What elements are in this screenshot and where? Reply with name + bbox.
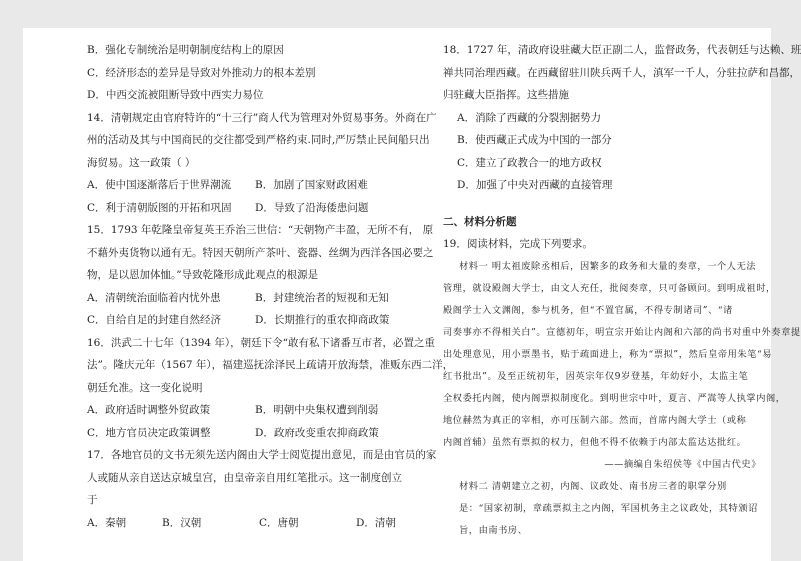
q16-stem-line: 法”。隆庆元年（1567 年），福建巡抚涂泽民上疏请开放海禁，准贩东西二洋， (87, 359, 454, 371)
q17-stem-line: 于 (87, 494, 98, 506)
q14-stem-line: 海贸易。这一政策（ ） (87, 156, 196, 169)
left-column (87, 39, 454, 534)
q15-option-d: D．长期推行的重农抑商政策 (255, 314, 390, 326)
q17-stem-line: 17．各地官员的文书无须先送内阁由大学士阅览提出意见，而是由官员的家 (87, 449, 437, 461)
q19-intro: 19．阅读材料，完成下列要求。 (443, 238, 593, 250)
q16-options-row (87, 399, 421, 422)
q13-option-b: B．强化专制统治是明朝制度结构上的原因 (87, 44, 284, 56)
q17-stem-line: 人或随从亲自送达京城皇宫，由皇帝亲自用红笔批示。这一制度创立 (87, 471, 402, 484)
material1-line: 内阁首辅）虽然有票拟的权力，但他不得不依赖于内部太监达达批红。 (443, 436, 747, 448)
q18-stem-line: 禅共同治理西藏。在西藏留驻川陕兵两千人，滇军一千人，分驻拉萨和昌都， (443, 66, 800, 79)
q17-option-b: B．汉朝 (162, 516, 202, 529)
material1-line: 殿阁学士入文渊阁，参与机务，但“不置官属，不得专制诸司”、“诸 (443, 304, 733, 316)
q13-option-c: C．经济形态的差异是导致对外推动力的根本差别 (87, 66, 316, 79)
q17-option-c: C．唐朝 (259, 516, 299, 529)
material1-line: 材料一 明太祖废除丞相后，因繁多的政务和大量的奏章，一个人无法 (459, 260, 757, 272)
material1-line: 全权委托内阁，使内阁票拟制度化。到明世宗中叶，夏言、严嵩等人执掌内阁， (443, 392, 786, 404)
q15-option-b: B．封建统治者的短视和无知 (255, 291, 389, 304)
q15-stem-line: 不藉外夷货物以通有无。特因天朝所产茶叶、瓷器、丝绸为西洋各国必要之 (87, 246, 434, 259)
q14-option-d: D．导致了沿海倭患问题 (255, 201, 369, 214)
q14-option-c: C．利于清朝版图的开拓和巩固 (87, 201, 232, 214)
q14-options-row (87, 197, 421, 220)
q17-option-d: D．清朝 (356, 516, 396, 529)
q18-stem-line: 归驻藏大臣指挥。这些措施 (443, 89, 569, 101)
material2-text: 材料二 清朝建立之初，内阁、议政处、南书房三者的职掌分别是：“国家初制，章疏票拟主之内阁，军国机务主之议政处，其特颁诏旨，由南书房、 (459, 480, 758, 536)
exam-page (23, 28, 801, 561)
material1-line: 出处理意见，用小票墨书，贴于疏面进上，称为“票拟”，然后皇帝用朱笔“易 (443, 348, 773, 360)
q16-stem-line: 16．洪武二十七年（1394 年），朝廷下令“敢有私下诸番互市者，必置之重 (87, 336, 436, 349)
q16-stem-line: 朝廷允准。这一变化说明 (87, 381, 203, 394)
q16-option-a: A．政府适时调整外贸政策 (87, 404, 211, 416)
q15-options-row (87, 309, 421, 332)
q18-option-b: B．使西藏正式成为中国的一部分 (457, 134, 612, 146)
material1-line: 管理，就设殿阁大学士，由文人充任，批阅奏章，只可备顾问。到明成祖时， (443, 282, 776, 294)
q14-options-row (87, 174, 421, 197)
q18-option-d: D．加强了中央对西藏的直接管理 (457, 179, 613, 191)
q17-option-a: A．秦朝 (87, 516, 127, 529)
q15-stem-line: 物，是以恩加体恤。”导致乾隆形成此观点的根源是 (87, 269, 319, 281)
q15-option-c: C．自给自足的封建自然经济 (87, 314, 222, 326)
q14-stem-line: 14．清朝规定由官府特许的“十三行”商人代为管理对外贸易事务。外商在广 (87, 111, 437, 124)
section-heading: 二、材料分析题 (443, 215, 517, 228)
q14-stem-line: 州的活动及其与中国商民的交往都受到严格约束.同时,严厉禁止民间船只出 (87, 134, 430, 146)
q15-options-row (87, 287, 421, 310)
q14-option-b: B．加剧了国家财政困难 (255, 179, 368, 191)
q18-option-a: A．消除了西藏的分裂割据势力 (457, 111, 602, 124)
material1-line: 红书批出”。及至正统初年，因英宗年仅9岁登基，年幼好小，太监主笔 (443, 370, 749, 382)
q16-option-d: D．政府改变重农抑商政策 (255, 426, 379, 439)
q18-option-c: C．建立了政教合一的地方政权 (457, 156, 602, 169)
q17-options-row (87, 512, 421, 535)
material1-line: 司奏事亦不得相关白”。宣德初年，明宣宗开始让内阁和六部的尚书对重中外奏章提 (443, 326, 801, 338)
q15-stem-line: 15．1793 年乾隆皇帝复英王乔治三世信：“天朝物产丰盈，无所不有， 原 (87, 224, 434, 236)
q16-options-row (87, 422, 421, 445)
q13-option-d: D．中西交流被阻断导致中西实力易位 (87, 89, 264, 101)
q15-option-a: A．清朝统治面临着内忧外患 (87, 291, 221, 304)
right-column (443, 39, 801, 542)
q16-option-c: C．地方官员决定政策调整 (87, 426, 211, 439)
q18-stem-line: 18．1727 年，清政府设驻藏大臣正副二人，监督政务，代表朝廷与达赖、班 (443, 44, 801, 56)
q14-option-a: A．使中国逐渐落后于世界潮流 (87, 179, 232, 191)
material1-line: 地位赫然为真正的宰相，亦可压制六部。然而，首席内阁大学士（或称 (443, 414, 747, 426)
material1-source: ——摘编自朱绍侯等《中国古代史》 (604, 458, 761, 470)
q16-option-b: B．明朝中央集权遭到削弱 (255, 404, 379, 416)
